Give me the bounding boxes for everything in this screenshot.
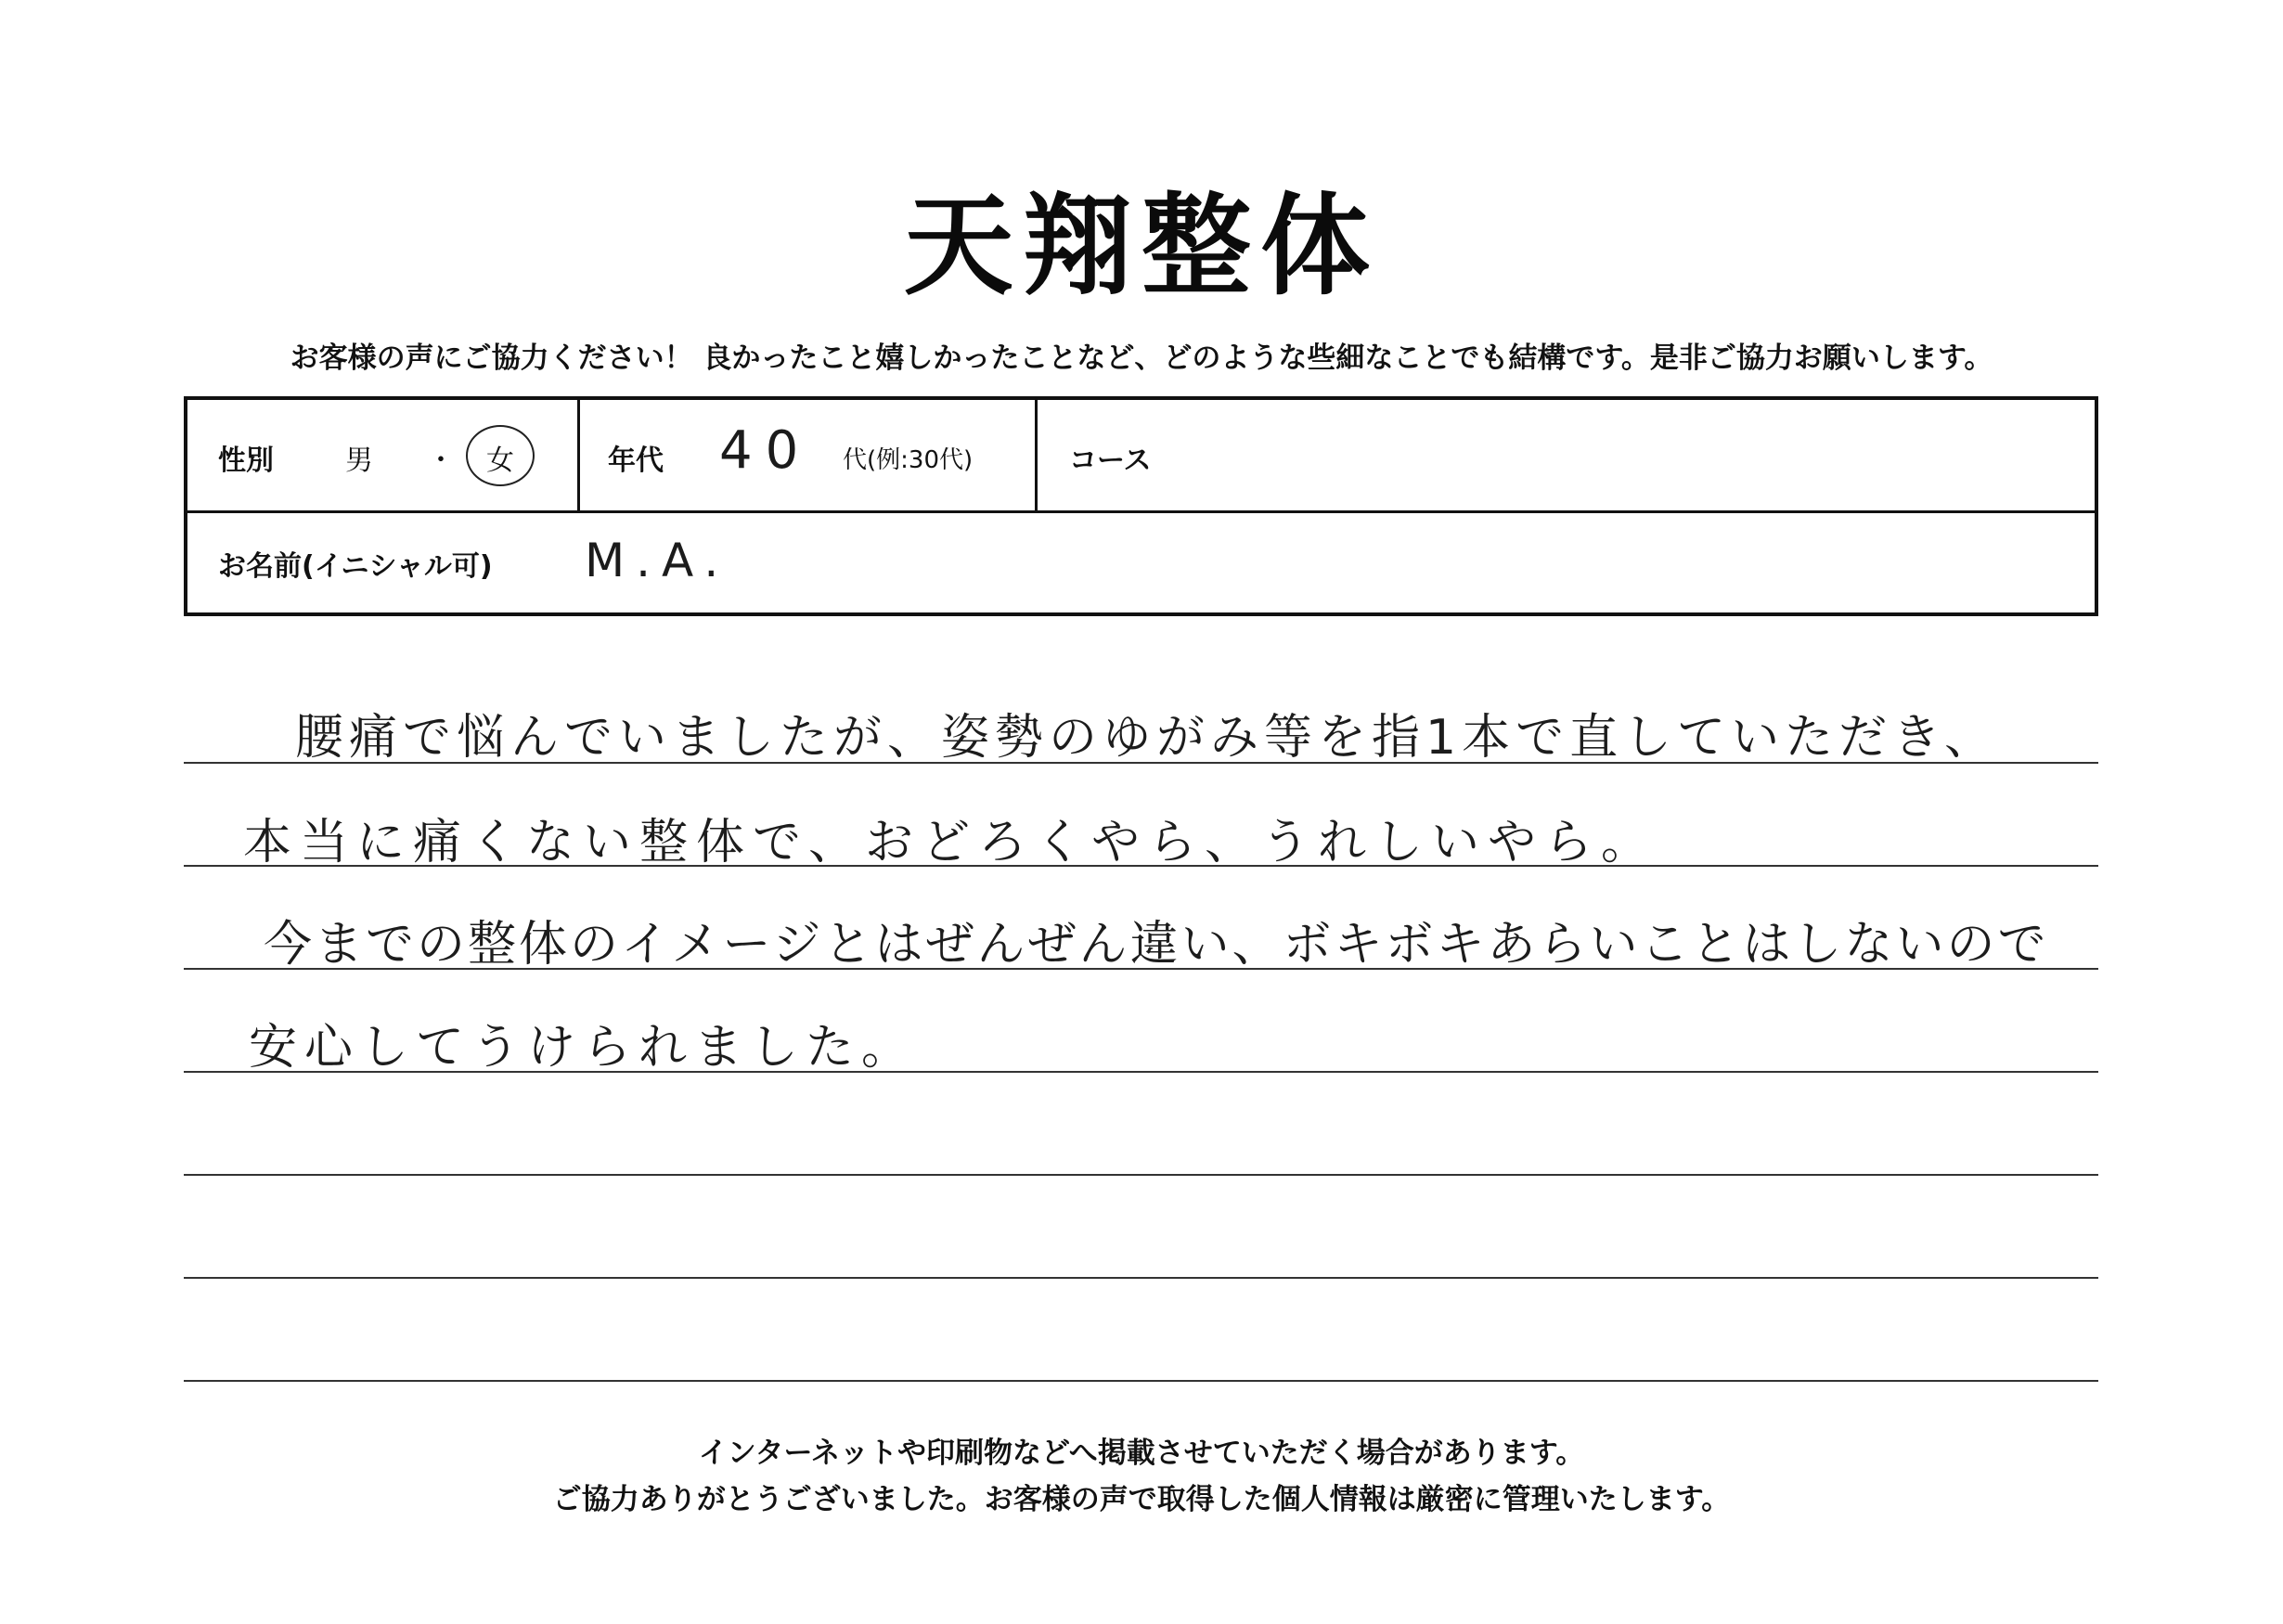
gender-cell	[187, 400, 580, 510]
gender-label: 性別	[218, 445, 274, 477]
footer-privacy: ご協力ありがとうございました。お客様の声で取得した個人情報は厳密に管理いたします。	[552, 1483, 1731, 1516]
age-label: 年代	[608, 445, 664, 477]
gender-option-male[interactable]: 男	[345, 445, 373, 477]
name-label: お名前(イニシャル可)	[218, 550, 493, 583]
comment-line[interactable]: 本当に痛くない整体で、おどろくやら、うれしいやら。	[243, 815, 1657, 870]
gender-separator: ・	[427, 445, 455, 477]
age-suffix: 代(例:30代)	[843, 446, 974, 474]
comment-line[interactable]: 今までの整体のイメージとはぜんぜん違い、ボキボキあらいことはしないので	[264, 917, 2049, 973]
writing-line	[184, 1380, 2098, 1382]
gender-option-female[interactable]: 女	[486, 445, 514, 477]
writing-line	[184, 1277, 2098, 1279]
footer-notice: インターネットや印刷物などへ掲載させていただく場合があります。	[698, 1437, 1585, 1470]
comment-line[interactable]: 安心してうけられました。	[249, 1020, 918, 1076]
age-cell	[580, 400, 1038, 510]
page-title: 天翔整体	[903, 181, 1379, 310]
info-form	[184, 396, 2098, 616]
course-cell	[1038, 400, 2095, 510]
intro-text: お客様の声にご協力ください！ 良かったこと嬉しかったことなど、どのような些細なことでも結構です。是非ご協力お願いします。	[290, 342, 1993, 375]
name-value[interactable]: M.A.	[585, 534, 730, 587]
form-row-name	[187, 513, 2095, 613]
course-label: コース	[1069, 445, 1152, 477]
comment-line[interactable]: 腰痛で悩んでいましたが、姿勢のゆがみ等を指1本で直していただき、	[295, 710, 1999, 766]
form-row-top	[187, 400, 2095, 513]
writing-line	[184, 1174, 2098, 1176]
age-value[interactable]: 40	[719, 420, 812, 481]
